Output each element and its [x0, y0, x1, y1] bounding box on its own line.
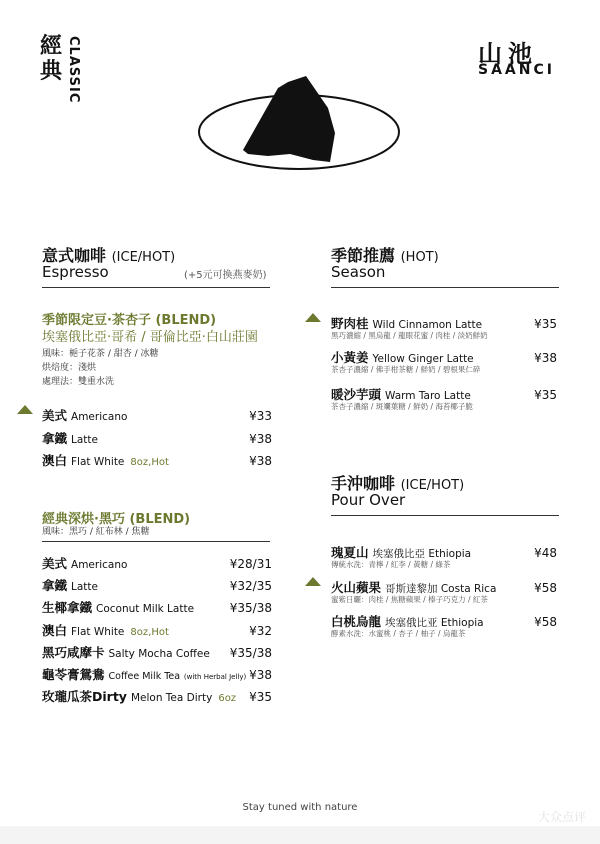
item-description: 黑巧濃縮 / 黑烏龍 / 龍眼花蜜 / 肉桂 / 淡奶鮮奶 — [331, 331, 488, 340]
menu-item: 生椰拿鐵 Coconut Milk Latte ¥35/38 — [42, 600, 272, 615]
mountain-emblem-icon — [198, 70, 402, 182]
menu-item: 火山蘋果 哥斯達黎加 Costa Rica ¥58 — [331, 580, 557, 595]
menu-item: 拿鐵 Latte ¥32/35 — [42, 578, 272, 593]
seasonal-blend-process: 處理法：雙重水洗 — [42, 377, 115, 387]
menu-item: 玫瓏瓜茶Dirty Melon Tea Dirty 6oz ¥35 — [42, 689, 272, 704]
classic-title-cn: 經典 — [40, 34, 63, 84]
brand-logo-en: SAANCI — [478, 62, 555, 78]
item-description: 酵素水洗：水蜜桃 / 杏子 / 柚子 / 烏龍茶 — [331, 629, 466, 638]
menu-item: 暖沙芋頭 Warm Taro Latte ¥35 — [331, 387, 557, 402]
item-description: 茶杏子濃縮 / 斑斕葉糖 / 鮮奶 / 海苔椰子脆 — [331, 402, 473, 411]
season-title-en: Season — [331, 263, 386, 281]
season-title-cn: 季節推薦 (HOT) — [331, 246, 439, 265]
pourover-divider — [331, 515, 559, 516]
season-divider — [331, 287, 559, 288]
pourover-title-en: Pour Over — [331, 491, 406, 509]
seasonal-blend-flavor: 風味：梔子花茶 / 甜杏 / 冰糖 — [42, 349, 159, 359]
recommend-triangle-icon — [17, 405, 33, 414]
item-description: 茶杏子濃縮 / 佛手柑茶糖 / 鮮奶 / 碧根果仁碎 — [331, 365, 481, 374]
item-description: 傳統水洗：青檸 / 紅李 / 黃糖 / 綠茶 — [331, 560, 451, 569]
menu-item: 白桃烏龍 埃塞俄比亚 Ethiopia ¥58 — [331, 614, 557, 629]
recommend-triangle-icon — [305, 577, 321, 586]
brand-logo-cn: 山池 — [478, 40, 538, 68]
recommend-triangle-icon — [305, 313, 321, 322]
classic-blend-flavor: 風味：黑巧 / 紅布林 / 焦糖 — [42, 527, 150, 537]
seasonal-blend-details — [42, 347, 159, 389]
bottom-band — [0, 826, 600, 844]
oat-milk-note: (+5元可換燕麥奶) — [184, 270, 267, 281]
menu-item: 龜苓膏鴛鴦 Coffee Milk Tea (with Herbal Jelly) ¥38 — [42, 667, 272, 682]
menu-item: 拿鐵 Latte ¥38 — [42, 431, 272, 446]
espresso-divider — [42, 287, 270, 288]
espresso-title-en: Espresso — [42, 263, 109, 281]
watermark: 大众点评 — [537, 810, 586, 824]
menu-item: 美式 Americano ¥33 — [42, 408, 272, 423]
classic-divider — [42, 541, 270, 542]
classic-title-en: CLASSIC — [66, 36, 81, 104]
menu-item: 澳白 Flat White 8oz,Hot ¥32 — [42, 623, 272, 638]
seasonal-blend-origin: 埃塞俄比亞·哥希 / 哥倫比亞·白山莊園 — [42, 330, 258, 345]
menu-item: 澳白 Flat White 8oz,Hot ¥38 — [42, 453, 272, 468]
pourover-title-cn: 手沖咖啡 (ICE/HOT) — [331, 474, 465, 493]
footer-tagline: Stay tuned with nature — [242, 802, 358, 813]
menu-item: 瑰夏山 埃塞俄比亞 Ethiopia ¥48 — [331, 545, 557, 560]
menu-item: 美式 Americano ¥28/31 — [42, 556, 272, 571]
seasonal-blend-title: 季節限定豆·茶杏子 (BLEND) — [42, 313, 217, 328]
classic-blend-title: 經典深烘·黑巧 (BLEND) — [42, 512, 191, 527]
menu-item: 黑巧咸摩卡 Salty Mocha Coffee ¥35/38 — [42, 645, 272, 660]
menu-item: 小黃姜 Yellow Ginger Latte ¥38 — [331, 350, 557, 365]
espresso-title-cn: 意式咖啡 (ICE/HOT) — [42, 246, 176, 265]
menu-item: 野肉桂 Wild Cinnamon Latte ¥35 — [331, 316, 557, 331]
seasonal-blend-roast: 烘焙度：淺烘 — [42, 363, 97, 373]
item-description: 蜜紫日曬：肉桂 / 焦糖蘋果 / 榛子巧克力 / 紅茶 — [331, 595, 488, 604]
